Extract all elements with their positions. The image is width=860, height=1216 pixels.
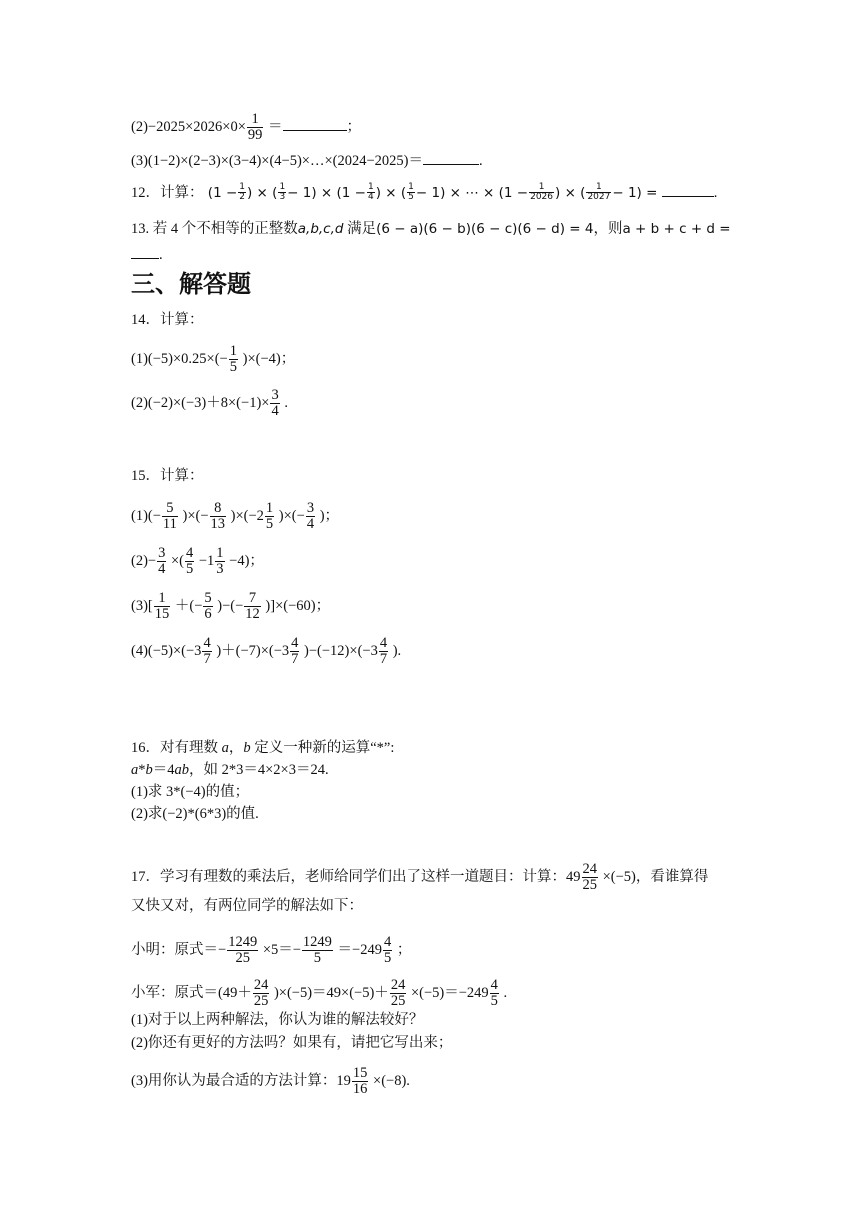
text: (2)−2025×2026×0×: [131, 119, 246, 136]
question-13: 13. 若 4 个不相等的正整数a,b,c,d 满足(6 − a)(6 − b)(6 − c)(6 − d) = 4，则a + b + c + d =: [131, 221, 731, 237]
q15-part2: (2)− $\frac{3}{4}$ ×( $\frac{4}{5}$ −1 $\frac{1}{3}$ −4)；: [131, 545, 264, 578]
q16-part1: (1)求 3*(−4)的值；: [131, 784, 250, 800]
q15-part3: (3)[ $\frac{1}{15}$ ＋(− $\frac{5}{6}$ )−(− $\frac{7}{12}$ )]×(−60)；: [131, 590, 331, 623]
answer-blank: [131, 257, 159, 259]
question-16-definition: a*b＝4ab，如 2*3＝4×2×3＝24.: [131, 762, 329, 778]
question-13-blank: .: [131, 248, 163, 263]
answer-blank: [662, 195, 714, 197]
q17-part3: (3)用你认为最合适的方法计算：19 $\frac{15}{16}$ ×(−8).: [131, 1065, 410, 1098]
q17-part1: (1)对于以上两种解法，你认为谁的解法较好？: [131, 1012, 424, 1028]
answer-blank: [423, 163, 479, 165]
question-17-line2: 又快又对，有两位同学的解法如下：: [131, 898, 363, 914]
question-15-title: 15．计算：: [131, 468, 204, 484]
xiaoming-solution: 小明：原式＝− $\frac{1249}{25}$ ×5＝− $\frac{1249}{5}$ ＝−249 $\frac{4}{5}$ ；: [131, 934, 412, 967]
q15-part4: (4)(−5)×(−3 $\frac{4}{7}$ )＋(−7)×(−3 $\frac{4}{7}$ )−(−12)×(−3 $\frac{4}{7}$ ).: [131, 635, 402, 668]
q14-part1: (1)(−5)×0.25×(− $\frac{1}{5}$ )×(−4)；: [131, 343, 296, 376]
question-16-title: 16．对有理数 a，b 定义一种新的运算“*”:: [131, 740, 395, 756]
fraction: $\frac{1}{99}$: [247, 111, 263, 144]
q16-part2: (2)求(−2)*(6*3)的值.: [131, 806, 259, 822]
question-14-title: 14．计算：: [131, 312, 204, 328]
question-number: 12．计算：: [131, 184, 204, 201]
answer-blank: [283, 129, 347, 131]
section-heading: 三、解答题: [131, 270, 251, 298]
xiaojun-solution: 小军：原式＝(49＋ $\frac{24}{25}$ )×(−5)＝49×(−5)＋ $\frac{24}{25}$ ×(−5)＝−249 $\frac{4}{5}$ .: [131, 977, 508, 1010]
q15-part1: (1)(− $\frac{5}{11}$ )×(− $\frac{8}{13}$ )×(−2 $\frac{1}{5}$ )×(− $\frac{3}{4}$ )；: [131, 500, 340, 533]
question-12: 12．计算： (1 − $\frac{1}{2}$ ) × ( $\frac{1}{3}$ − 1) × (1 − $\frac{1}{4}$ ) × ( $\frac{1}{5}$ − 1) × ⋯ × (1 − $\frac{1}{2026}$ ) × ( $\frac{1}{2027}$ − 1) = .: [131, 182, 718, 203]
question-17-line1: 17．学习有理数的乘法后，老师给同学们出了这样一道题目：计算：49 $\frac{24}{25}$ ×(−5)，看谁算得: [131, 861, 709, 894]
q17-part2: (2)你还有更好的方法吗？如果有，请把它写出来；: [131, 1035, 453, 1051]
q11-part3: (3)(1−2)×(2−3)×(3−4)×(4−5)×…×(2024−2025)＝ .: [131, 153, 483, 169]
q11-part2: (2)−2025×2026×0× $\frac{1}{99}$ ＝ ；: [131, 111, 361, 144]
q14-part2: (2)(−2)×(−3)＋8×(−1)× $\frac{3}{4}$ .: [131, 387, 288, 420]
